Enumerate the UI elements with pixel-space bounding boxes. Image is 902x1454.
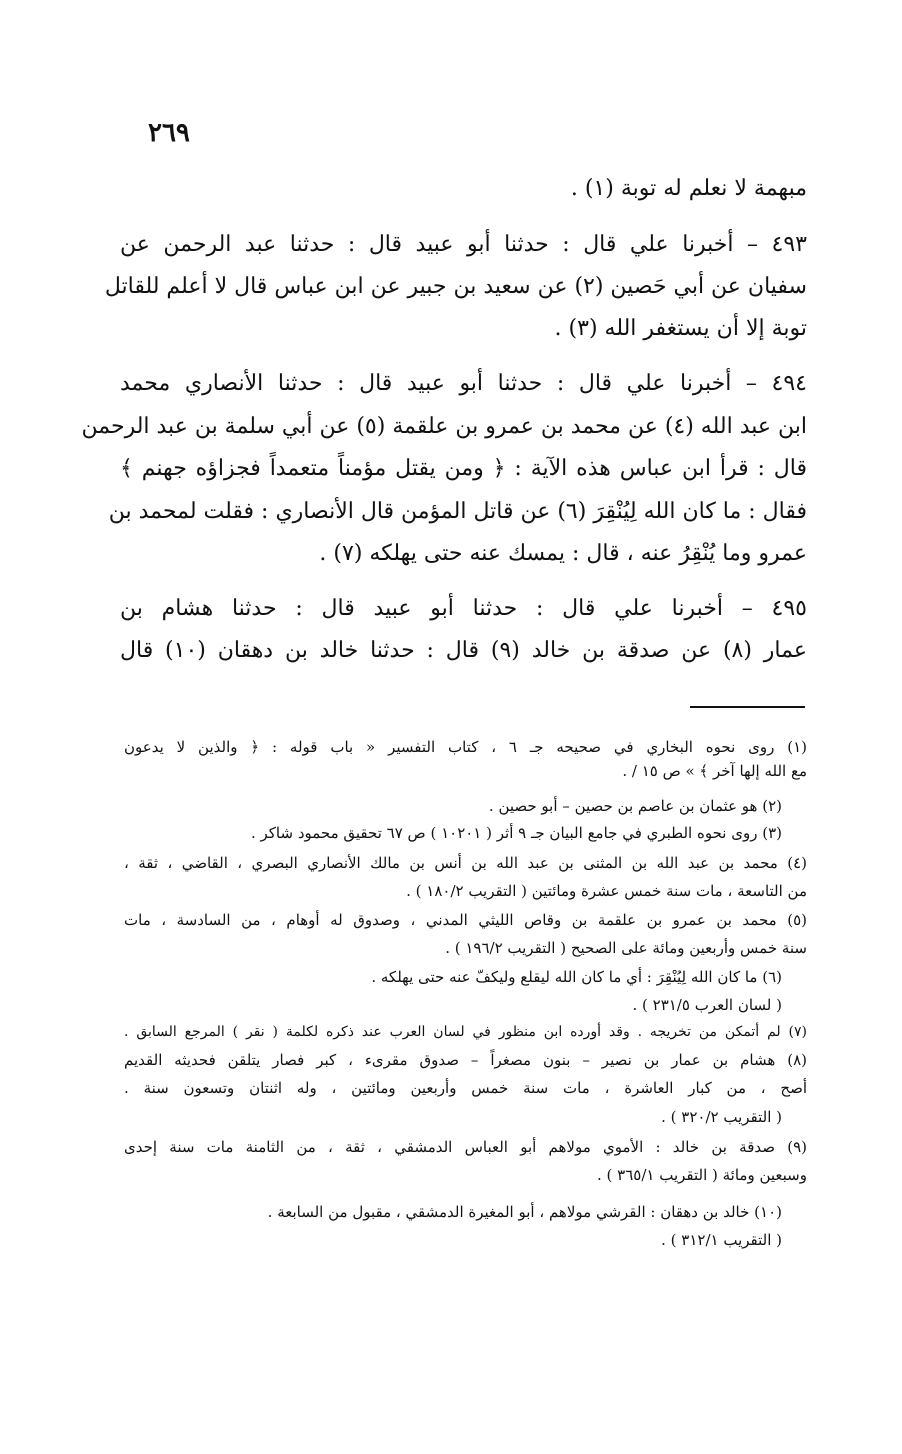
- hadith-493-line: ٤٩٣ – أخبرنا علي قال : حدثنا أبو عبيد قال : حدثنا عبد الرحمن عن: [120, 232, 807, 257]
- footnote-6-cont: ( لسان العرب ٢٣١/٥ ) .: [632, 996, 782, 1014]
- body-line: عمرو وما يُنْقِرُ عنه ، قال : يمسك عنه حتى يهلكه (٧) .: [319, 541, 807, 566]
- footnote-9: (٩) صدقة بن خالد : الأموي مولاهم أبو العباس الدمشقي ، ثقة ، من الثامنة مات سنة إحدى: [124, 1138, 807, 1156]
- page-number: ٢٦٩: [148, 118, 190, 148]
- footnote-8-cont: أصح ، من كبار العاشرة ، مات سنة خمس وأربعين ومائتين ، وله اثنتان وتسعون سنة .: [124, 1079, 807, 1097]
- body-line: فقال : ما كان الله لِيُنْقِرَ (٦) عن قاتل المؤمن قال الأنصاري : فقلت لمحمد بن: [108, 499, 807, 524]
- body-line: مبهمة لا نعلم له توبة (١) .: [570, 176, 807, 201]
- body-line: عمار (٨) عن صدقة بن خالد (٩) قال : حدثنا خالد بن دهقان (١٠) قال: [120, 638, 807, 663]
- quran-verse-line: قال : قرأ ابن عباس هذه الآية : ﴿ ومن يقتل مؤمناً متعمداً فجزاؤه جهنم ﴾: [120, 456, 807, 481]
- footnote-3: (٣) روى نحوه الطبري في جامع البيان جـ ٩ أثر ( ١٠٢٠١ ) ص ٦٧ تحقيق محمود شاكر .: [250, 824, 782, 842]
- footnote-1: (١) روى نحوه البخاري في صحيحه جـ ٦ ، كتاب التفسير « باب قوله : ﴿ والذين لا يدعون: [124, 738, 808, 756]
- footnote-separator: [690, 706, 805, 708]
- body-line: سفيان عن أبي حَصين (٢) عن سعيد بن جبير عن ابن عباس قال لا أعلم للقاتل: [104, 274, 807, 299]
- footnote-8: (٨) هشام بن عمار بن نصير – بنون مصغراً – صدوق مقرىء ، كبر فصار يتلقن فحديثه القديم: [124, 1051, 807, 1069]
- footnote-5: (٥) محمد بن عمرو بن علقمة بن وقاص الليثي المدني ، وصدوق له أوهام ، من السادسة ، مات: [124, 911, 807, 929]
- footnote-10-ref: ( التقريب ٣١٢/١ ) .: [661, 1231, 782, 1249]
- footnote-7: (٧) لم أتمكن من تخريجه . وقد أورده ابن منظور في لسان العرب عند ذكره لكلمة ( نقر ) المرجع السابق .: [124, 1024, 807, 1040]
- footnote-4-cont: من التاسعة ، مات سنة خمس عشرة ومائتين ( التقريب ١٨٠/٢ ) .: [406, 882, 807, 900]
- footnote-5-cont: سنة خمس وأربعين ومائة على الصحيح ( التقريب ١٩٦/٢ ) .: [445, 939, 807, 957]
- footnote-4: (٤) محمد بن عبد الله بن المثنى بن عبد الله بن أنس بن مالك الأنصاري البصري ، القاضي ، ثقة ،: [124, 854, 808, 872]
- footnote-6: (٦) ما كان الله لِيُنْقِرَ : أي ما كان الله ليقلع وليكفّ عنه حتى يهلكه .: [371, 968, 782, 986]
- footnote-1-cont: مع الله إلها آخر ﴾ » ص ١٥ / .: [622, 762, 807, 780]
- footnote-2: (٢) هو عثمان بن عاصم بن حصين – أبو حصين .: [488, 797, 782, 815]
- footnote-10: (١٠) خالد بن دهقان : القرشي مولاهم ، أبو المغيرة الدمشقي ، مقبول من السابعة .: [267, 1203, 782, 1221]
- body-line: توبة إلا أن يستغفر الله (٣) .: [554, 316, 807, 341]
- hadith-495-line: ٤٩٥ – أخبرنا علي قال : حدثنا أبو عبيد قال : حدثنا هشام بن: [120, 596, 807, 621]
- footnote-8-ref: ( التقريب ٣٢٠/٢ ) .: [661, 1108, 782, 1126]
- hadith-494-line: ٤٩٤ – أخبرنا علي قال : حدثنا أبو عبيد قال : حدثنا الأنصاري محمد: [120, 371, 807, 396]
- footnote-9-cont: وسبعين ومائة ( التقريب ٣٦٥/١ ) .: [597, 1166, 807, 1184]
- body-line: ابن عبد الله (٤) عن محمد بن عمرو بن علقمة (٥) عن أبي سلمة بن عبد الرحمن: [81, 414, 807, 439]
